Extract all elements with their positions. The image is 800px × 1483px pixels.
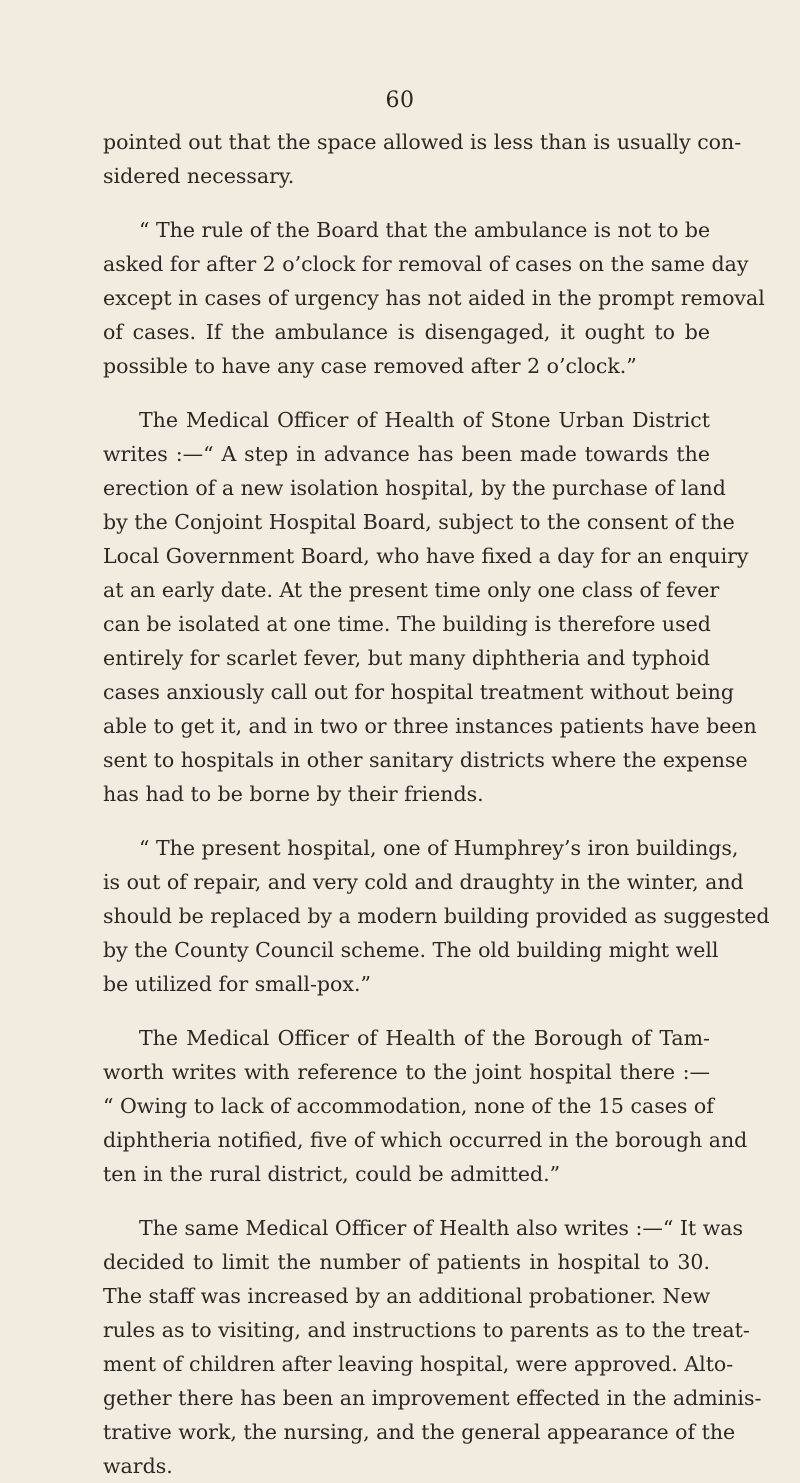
text-line: The Medical Officer of Health of Stone Urban District — [139, 408, 710, 432]
text-line: “ Owing to lack of accommodation, none of the 15 cases of — [103, 1094, 714, 1118]
text-line: erection of a new isolation hospital, by the purchase of land — [103, 476, 726, 500]
text-line: by the County Council scheme. The old building might well — [103, 938, 719, 962]
page-number: 60 — [385, 88, 415, 113]
text-line: should be replaced by a modern building provided as suggested — [103, 904, 770, 928]
text-line: “ The rule of the Board that the ambulance is not to be — [139, 218, 711, 242]
paragraph — [103, 213, 765, 383]
paragraph-gap — [103, 193, 710, 213]
paragraph-gap — [103, 1191, 710, 1211]
text-line: The same Medical Officer of Health also writes :—“ It was — [139, 1216, 743, 1240]
text-line: has had to be borne by their friends. — [103, 782, 484, 806]
text-line: The staff was increased by an additional probationer. New — [103, 1284, 711, 1308]
text-line: writes :—“ A step in advance has been made towards the — [103, 442, 710, 466]
body-text — [103, 125, 770, 1483]
text-line: except in cases of urgency has not aided in the prompt removal — [103, 286, 765, 310]
paragraph-gap — [103, 811, 710, 831]
text-line: “ The present hospital, one of Humphrey’s iron buildings, — [139, 836, 739, 860]
text-line: by the Conjoint Hospital Board, subject to the consent of the — [103, 510, 735, 534]
text-line: is out of repair, and very cold and draughty in the winter, and — [103, 870, 744, 894]
text-line: entirely for scarlet fever, but many diphtheria and typhoid — [103, 646, 710, 670]
text-line: be utilized for small-pox.” — [103, 972, 371, 996]
text-line: able to get it, and in two or three instances patients have been — [103, 714, 757, 738]
text-line: of cases. If the ambulance is disengaged, it ought to be — [103, 320, 710, 344]
text-line: decided to limit the number of patients in hospital to 30. — [103, 1250, 710, 1274]
text-line: at an early date. At the present time only one class of fever — [103, 578, 720, 602]
paragraph — [103, 403, 757, 811]
paragraph-gap — [103, 1001, 710, 1021]
text-line: Local Government Board, who have fixed a day for an enquiry — [103, 544, 749, 568]
text-line: asked for after 2 o’clock for removal of cases on the same day — [103, 252, 749, 276]
text-line: ment of children after leaving hospital, were approved. Alto- — [103, 1352, 734, 1376]
text-line: sent to hospitals in other sanitary districts where the expense — [103, 748, 748, 772]
text-line: pointed out that the space allowed is less than is usually con- — [103, 130, 742, 154]
text-line: gether there has been an improvement effected in the adminis- — [103, 1386, 762, 1410]
paragraph — [103, 831, 770, 1001]
text-line: worth writes with reference to the joint hospital there :— — [103, 1060, 710, 1084]
paragraph — [103, 125, 742, 193]
text-line: possible to have any case removed after 2 o’clock.” — [103, 354, 637, 378]
paragraph-gap — [103, 383, 710, 403]
text-line: The Medical Officer of Health of the Borough of Tam- — [139, 1026, 710, 1050]
text-line: rules as to visiting, and instructions to parents as to the treat- — [103, 1318, 750, 1342]
text-line: sidered necessary. — [103, 164, 295, 188]
paragraph — [103, 1021, 748, 1191]
paragraph — [103, 1211, 762, 1483]
text-line: cases anxiously call out for hospital treatment without being — [103, 680, 734, 704]
text-line: trative work, the nursing, and the general appearance of the — [103, 1420, 736, 1444]
text-line: can be isolated at one time. The building is therefore used — [103, 612, 711, 636]
text-line: ten in the rural district, could be admitted.” — [103, 1162, 561, 1186]
text-line: wards. — [103, 1454, 173, 1478]
text-line: diphtheria notified, five of which occurred in the borough and — [103, 1128, 748, 1152]
